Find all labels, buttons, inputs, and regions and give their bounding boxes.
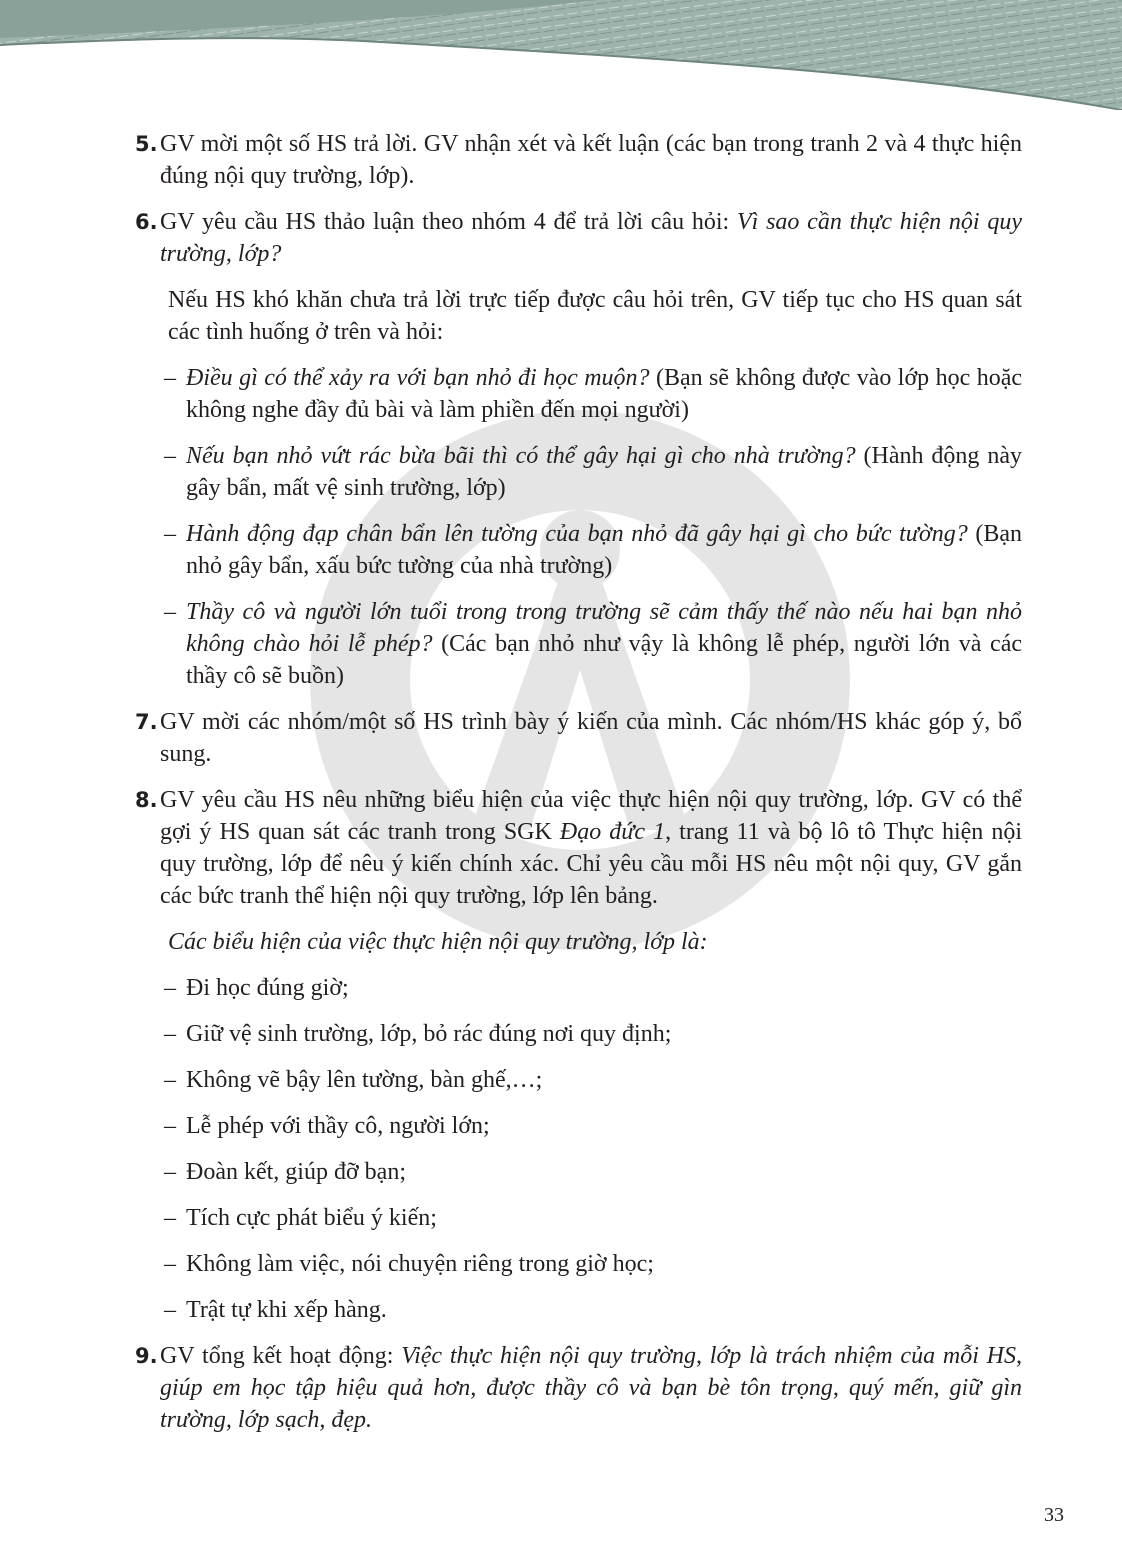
dash-marker: – [164,1159,176,1185]
dash-marker: – [164,599,176,625]
step-text: GV yêu cầu HS nêu những biểu hiện của việc thực hiện nội quy trường, lớp. GV có thể gợi ý HS quan sát các tranh trong SGK [160,787,1022,845]
step-6 [135,206,1022,270]
step-question: Vì sao cần thực hiện nội quy trường, lớp? [160,209,1022,267]
question-item [164,362,1022,426]
step-text-continued: , trang 11 và bộ lô tô Thực hiện nội quy trường, lớp để nêu ý kiến chính xác. Chỉ yêu cầu mỗi HS nêu một nội quy, GV gắn các bức tranh thể hiện nội quy trường, lớp lên bảng. [160,819,1022,909]
dash-marker: – [164,1205,176,1231]
dash-marker: – [164,975,176,1001]
behavior-list [0,972,1122,1326]
answer-text: (Các bạn nhỏ như vậy là không lễ phép, người lớn và các thầy cô sẽ buồn) [186,631,1023,689]
list-item: – Không làm việc, nói chuyện riêng trong giờ học; [186,1248,1022,1280]
step-number: 5. [135,132,158,156]
list-item: – Không vẽ bậy lên tường, bàn ghế,…; [186,1064,1022,1096]
question-text: Thầy cô và người lớn tuổi trong trong trường sẽ cảm thấy thế nào nếu hai bạn nhỏ không chào hỏi lễ phép? [186,599,1022,657]
question-item [164,518,1022,582]
step-number: 7. [135,710,158,734]
list-item: – Đoàn kết, giúp đỡ bạn; [186,1156,1022,1188]
question-text: Điều gì có thể xảy ra với bạn nhỏ đi học muộn? [186,365,650,391]
step-text: GV tổng kết hoạt động: [160,1343,402,1369]
list-title: Các biểu hiện của việc thực hiện nội quy trường, lớp là: [168,929,708,955]
question-item [164,440,1022,504]
dash-marker: – [164,1251,176,1277]
step-9 [135,1340,1022,1436]
list-item: – Tích cực phát biểu ý kiến; [186,1202,1022,1234]
dash-marker: – [164,1067,176,1093]
dash-marker: – [164,443,176,469]
list-item: – Đi học đúng giờ; [186,972,1022,1004]
list-item: – Lễ phép với thầy cô, người lớn; [186,1110,1022,1142]
answer-text: (Bạn nhỏ gây bẩn, xấu bức tường của nhà trường) [186,521,1022,579]
step-summary: Việc thực hiện nội quy trường, lớp là trách nhiệm của mỗi HS, giúp em học tập hiệu quả hơn, được thầy cô và bạn bè tôn trọng, quý mến, giữ gìn trường, lớp sạch, đẹp. [160,1343,1022,1433]
step-number: 6. [135,210,158,234]
page-content [0,128,1122,1450]
answer-text: (Bạn sẽ không được vào lớp học hoặc không nghe đầy đủ bài và làm phiền đến mọi người) [186,365,1022,423]
book-title: Đạo đức 1 [559,819,666,845]
question-text: Nếu bạn nhỏ vứt rác bừa bãi thì có thể gây hại gì cho nhà trường? [186,443,856,469]
step-text: GV mời các nhóm/một số HS trình bày ý kiến của mình. Các nhóm/HS khác góp ý, bổ sung. [160,709,1022,767]
step-7 [135,706,1022,770]
step-number: 9. [135,1344,158,1368]
dash-marker: – [164,365,176,391]
step-text: GV yêu cầu HS thảo luận theo nhóm 4 để trả lời câu hỏi: [160,209,737,235]
question-item [164,596,1023,692]
question-text: Hành động đạp chân bẩn lên tường của bạn nhỏ đã gây hại gì cho bức tường? [186,521,968,547]
list-item: – Trật tự khi xếp hàng. [186,1294,1022,1326]
page-number: 33 [1044,1504,1064,1526]
dash-marker: – [164,1021,176,1047]
step-6-paragraph: Nếu HS khó khăn chưa trả lời trực tiếp được câu hỏi trên, GV tiếp tục cho HS quan sát các tình huống ở trên và hỏi: [168,287,1022,345]
step-number: 8. [135,788,158,812]
step-8 [135,784,1022,912]
step-5 [135,128,1022,192]
answer-text: (Hành động này gây bẩn, mất vệ sinh trường, lớp) [186,443,1022,501]
dash-marker: – [164,1297,176,1323]
header-banner [0,0,1122,110]
list-item: – Giữ vệ sinh trường, lớp, bỏ rác đúng nơi quy định; [186,1018,1022,1050]
dash-marker: – [164,521,176,547]
dash-marker: – [164,1113,176,1139]
step-text: GV mời một số HS trả lời. GV nhận xét và kết luận (các bạn trong tranh 2 và 4 thực hiện đúng nội quy trường, lớp). [160,131,1022,189]
